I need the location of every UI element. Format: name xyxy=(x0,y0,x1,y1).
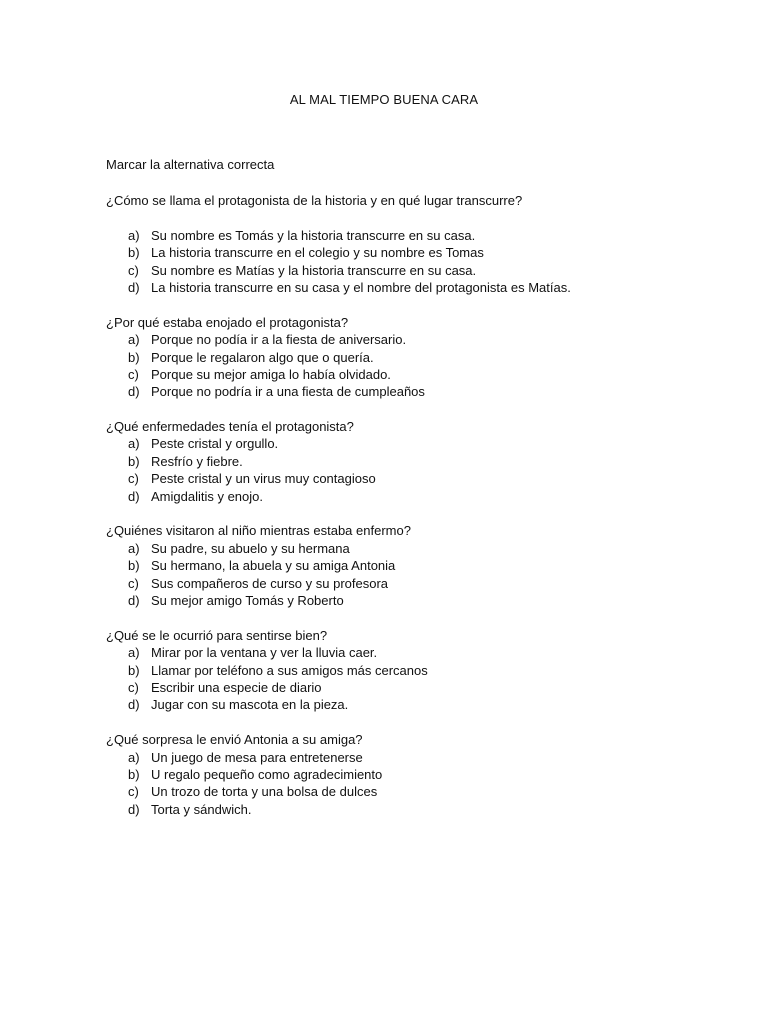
option-item xyxy=(106,783,666,800)
option-text: Su hermano, la abuela y su amiga Antonia xyxy=(151,558,396,574)
option-letter: b) xyxy=(128,766,140,782)
option-text: Amigdalitis y enojo. xyxy=(151,488,263,504)
option-item xyxy=(106,435,666,452)
option-item xyxy=(106,470,666,487)
option-item xyxy=(106,679,666,696)
option-letter: b) xyxy=(128,245,140,261)
option-item xyxy=(106,244,666,261)
option-text: Resfrío y fiebre. xyxy=(151,453,243,469)
option-item xyxy=(106,696,666,713)
option-letter: d) xyxy=(128,801,140,817)
option-letter: d) xyxy=(128,384,140,400)
option-item xyxy=(106,662,666,679)
option-letter: a) xyxy=(128,436,140,452)
option-text: Su nombre es Tomás y la historia transcurre en su casa. xyxy=(151,227,476,243)
question-text: ¿Qué enfermedades tenía el protagonista? xyxy=(106,419,354,435)
question-6 xyxy=(106,731,666,818)
option-letter: b) xyxy=(128,349,140,365)
options-list xyxy=(106,227,666,297)
option-item xyxy=(106,592,666,609)
option-letter: d) xyxy=(128,488,140,504)
option-letter: c) xyxy=(128,679,139,695)
option-item xyxy=(106,279,666,296)
option-letter: a) xyxy=(128,332,140,348)
option-item xyxy=(106,488,666,505)
options-list xyxy=(106,749,666,819)
option-letter: c) xyxy=(128,262,139,278)
option-text: Un juego de mesa para entretenerse xyxy=(151,749,363,765)
option-text: Porque le regalaron algo que o quería. xyxy=(151,349,374,365)
question-4 xyxy=(106,522,666,609)
option-letter: a) xyxy=(128,749,140,765)
question-2 xyxy=(106,314,666,401)
question-text: ¿Quiénes visitaron al niño mientras estaba enfermo? xyxy=(106,523,411,539)
options-list xyxy=(106,540,666,610)
option-item xyxy=(106,331,666,348)
options-list xyxy=(106,331,666,401)
option-text: La historia transcurre en su casa y el nombre del protagonista es Matías. xyxy=(151,279,571,295)
option-text: Su nombre es Matías y la historia transcurre en su casa. xyxy=(151,262,477,278)
question-3 xyxy=(106,418,666,505)
option-text: Peste cristal y orgullo. xyxy=(151,436,279,452)
option-letter: b) xyxy=(128,453,140,469)
option-item xyxy=(106,349,666,366)
option-letter: d) xyxy=(128,697,140,713)
option-letter: c) xyxy=(128,575,139,591)
options-list xyxy=(106,435,666,505)
option-letter: a) xyxy=(128,645,140,661)
question-text: ¿Qué sorpresa le envió Antonia a su amiga? xyxy=(106,732,363,748)
options-list xyxy=(106,644,666,714)
option-text: Escribir una especie de diario xyxy=(151,679,322,695)
option-letter: c) xyxy=(128,784,139,800)
option-item xyxy=(106,644,666,661)
option-text: Un trozo de torta y una bolsa de dulces xyxy=(151,784,378,800)
question-5 xyxy=(106,627,666,714)
question-text: ¿Cómo se llama el protagonista de la historia y en qué lugar transcurre? xyxy=(106,193,523,208)
option-text: Sus compañeros de curso y su profesora xyxy=(151,575,389,591)
option-letter: b) xyxy=(128,662,140,678)
option-text: Mirar por la ventana y ver la lluvia caer. xyxy=(151,645,378,661)
option-letter: a) xyxy=(128,540,140,556)
option-text: Torta y sándwich. xyxy=(151,801,252,817)
option-item xyxy=(106,557,666,574)
option-text: Su padre, su abuelo y su hermana xyxy=(151,540,350,556)
option-text: Llamar por teléfono a sus amigos más cercanos xyxy=(151,662,428,678)
option-text: La historia transcurre en el colegio y su nombre es Tomas xyxy=(151,245,484,261)
document-title: AL MAL TIEMPO BUENA CARA xyxy=(289,92,479,107)
question-text: ¿Qué se le ocurrió para sentirse bien? xyxy=(106,627,328,643)
question-1 xyxy=(106,192,666,296)
option-item xyxy=(106,227,666,244)
option-item xyxy=(106,383,666,400)
option-item xyxy=(106,540,666,557)
option-letter: d) xyxy=(128,279,140,295)
option-item xyxy=(106,766,666,783)
option-text: Porque no podría ir a una fiesta de cumpleaños xyxy=(151,384,425,400)
option-text: Jugar con su mascota en la pieza. xyxy=(151,697,349,713)
instruction-text: Marcar la alternativa correcta xyxy=(106,157,275,172)
option-text: Su mejor amigo Tomás y Roberto xyxy=(151,592,344,608)
option-item xyxy=(106,801,666,818)
option-letter: c) xyxy=(128,471,139,487)
option-letter: b) xyxy=(128,558,140,574)
option-text: U regalo pequeño como agradecimiento xyxy=(151,766,383,782)
option-text: Porque su mejor amiga lo había olvidado. xyxy=(151,366,391,382)
option-item xyxy=(106,262,666,279)
option-text: Peste cristal y un virus muy contagioso xyxy=(151,471,376,487)
option-item xyxy=(106,749,666,766)
question-text: ¿Por qué estaba enojado el protagonista? xyxy=(106,314,349,330)
option-item xyxy=(106,453,666,470)
option-item xyxy=(106,366,666,383)
questions-list xyxy=(106,192,666,818)
option-letter: c) xyxy=(128,366,139,382)
option-letter: a) xyxy=(128,227,140,243)
option-letter: d) xyxy=(128,592,140,608)
option-text: Porque no podía ir a la fiesta de aniversario. xyxy=(151,332,407,348)
option-item xyxy=(106,575,666,592)
